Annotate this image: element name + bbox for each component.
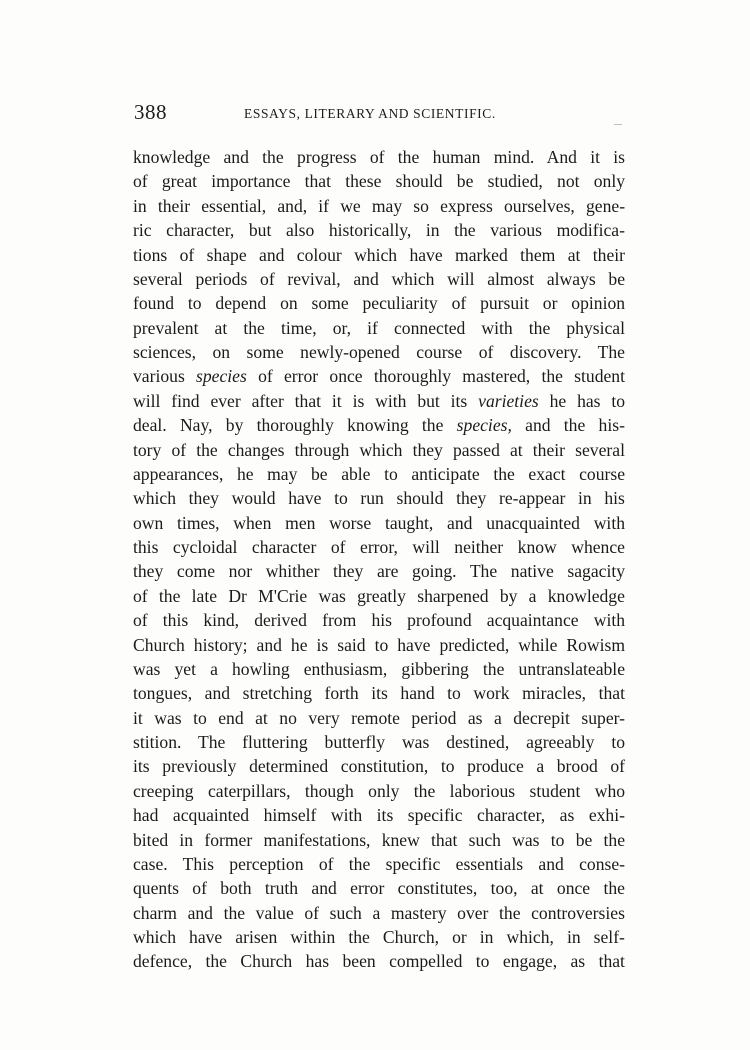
text-line: of the late Dr M'Crie was greatly sharpened by a knowledge: [133, 585, 625, 606]
page-header: [134, 98, 624, 128]
text-line: it was to end at no very remote period as a decrepit super-: [133, 707, 625, 728]
text-line: bited in former manifestations, knew that such was to be the: [133, 829, 626, 850]
text-line: had acquainted himself with its specific character, as exhi-: [133, 805, 625, 826]
running-title: ESSAYS, LITERARY AND SCIENTIFIC.: [244, 106, 496, 121]
text-line: ric character, but also historically, in the various modifica-: [133, 220, 625, 241]
text-line: will find ever after that it is with but its varieties he has to: [133, 390, 626, 411]
text-line: in their essential, and, if we may so express ourselves, gene-: [133, 195, 626, 216]
text-line: charm and the value of such a mastery over the controversies: [133, 902, 625, 923]
text-line: tory of the changes through which they passed at their several: [133, 439, 625, 460]
text-line: creeping caterpillars, though only the laborious student who: [133, 780, 626, 801]
text-line: defence, the Church has been compelled to engage, as that: [133, 951, 625, 972]
text-line: of this kind, derived from his profound acquaintance with: [133, 610, 626, 631]
text-line: several periods of revival, and which will almost always be: [133, 268, 626, 289]
text-line: tions of shape and colour which have marked them at their: [133, 244, 626, 265]
text-line: which they would have to run should they re-appear in his: [133, 488, 625, 509]
text-line: various species of error once thoroughly mastered, the student: [133, 366, 625, 387]
text-line: own times, when men worse taught, and unacquainted with: [133, 512, 625, 533]
text-line: tongues, and stretching forth its hand to work miracles, that: [133, 683, 625, 704]
text-line: its previously determined constitution, to produce a brood of: [133, 756, 626, 777]
text-line: prevalent at the time, or, if connected with the physical: [133, 317, 626, 338]
text-line: case. This perception of the specific essentials and conse-: [133, 853, 626, 874]
page-number: 388: [134, 100, 167, 124]
body-text: [133, 145, 625, 974]
text-line: was yet a howling enthusiasm, gibbering the untranslateable: [133, 658, 626, 679]
text-line: knowledge and the progress of the human mind. And it is: [133, 147, 626, 167]
text-line: deal. Nay, by thoroughly knowing the species, and the his-: [133, 415, 625, 436]
text-line: stition. The fluttering butterfly was destined, agreeably to: [133, 732, 626, 752]
text-line: which have arisen within the Church, or in which, in self-: [133, 927, 625, 947]
text-line: of great importance that these should be studied, not only: [133, 171, 626, 192]
text-line: found to depend on some peculiarity of pursuit or opinion: [133, 293, 626, 314]
text-line: Church history; and he is said to have predicted, while Rowism: [133, 634, 626, 655]
text-line: quents of both truth and error constitutes, too, at once the: [133, 878, 625, 899]
text-line: appearances, he may be able to anticipate the exact course: [133, 463, 626, 484]
text-line: they come nor whither they are going. The native sagacity: [133, 561, 626, 582]
text-line: sciences, on some newly-opened course of discovery. The: [133, 342, 625, 362]
text-line: this cycloidal character of error, will neither know whence: [133, 537, 625, 557]
